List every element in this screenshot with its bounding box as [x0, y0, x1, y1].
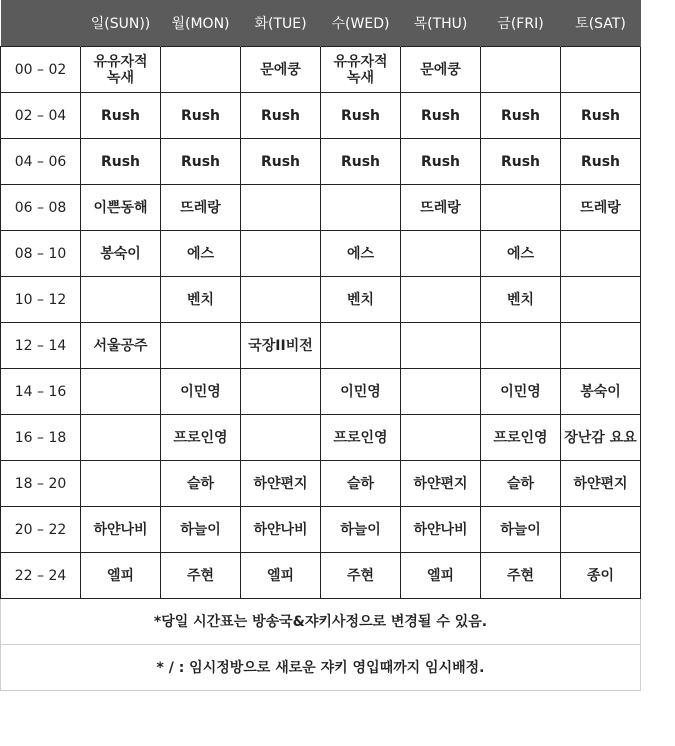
- program-cell: [241, 415, 321, 461]
- program-cell: 봉숙이: [81, 231, 161, 277]
- table-row: [1, 507, 641, 553]
- program-cell: 주현: [481, 553, 561, 599]
- header-day-mon: 월(MON): [161, 0, 241, 47]
- header-row: [1, 0, 641, 47]
- program-cell: 하늘이: [321, 507, 401, 553]
- time-slot-cell: 08 – 10: [1, 231, 81, 277]
- program-cell: [241, 231, 321, 277]
- table-row: [1, 415, 641, 461]
- program-cell: 프로인영: [161, 415, 241, 461]
- program-cell: [241, 369, 321, 415]
- program-cell: 하얀나비: [241, 507, 321, 553]
- note-row: [1, 645, 641, 691]
- program-cell: 이쁜동해: [81, 185, 161, 231]
- time-slot-cell: 14 – 16: [1, 369, 81, 415]
- program-cell: Rush: [561, 139, 641, 185]
- program-cell: Rush: [481, 93, 561, 139]
- program-cell: Rush: [561, 93, 641, 139]
- header-day-tue: 화(TUE): [241, 0, 321, 47]
- program-cell: [481, 323, 561, 369]
- table-row: [1, 369, 641, 415]
- program-cell: [561, 231, 641, 277]
- program-cell: Rush: [81, 93, 161, 139]
- table-row: [1, 231, 641, 277]
- program-cell: 엘피: [81, 553, 161, 599]
- program-cell: 유유자적 녹새: [81, 47, 161, 93]
- program-cell: Rush: [161, 93, 241, 139]
- program-cell: [561, 323, 641, 369]
- program-cell: 에스: [161, 231, 241, 277]
- table-row: [1, 139, 641, 185]
- time-slot-cell: 22 – 24: [1, 553, 81, 599]
- time-slot-cell: 06 – 08: [1, 185, 81, 231]
- program-cell: [481, 47, 561, 93]
- program-cell: 국장II비전: [241, 323, 321, 369]
- program-cell: [401, 231, 481, 277]
- program-cell: [81, 461, 161, 507]
- program-cell: [321, 323, 401, 369]
- program-cell: [161, 47, 241, 93]
- program-cell: 프로인영: [321, 415, 401, 461]
- program-cell: 하늘이: [161, 507, 241, 553]
- program-cell: [401, 277, 481, 323]
- header-day-sun: 일(SUN)): [81, 0, 161, 47]
- table-row: [1, 277, 641, 323]
- program-cell: [401, 415, 481, 461]
- program-cell: [161, 323, 241, 369]
- header-day-sat: 토(SAT): [561, 0, 641, 47]
- time-slot-cell: 10 – 12: [1, 277, 81, 323]
- note-schedule-change: *당일 시간표는 방송국&쟈키사정으로 변경될 수 있음.: [1, 599, 641, 645]
- program-cell: 문에쿵: [241, 47, 321, 93]
- schedule-notes: [1, 599, 641, 691]
- program-cell: 슬하: [321, 461, 401, 507]
- program-cell: 하얀나비: [81, 507, 161, 553]
- table-row: [1, 185, 641, 231]
- program-cell: 뜨레랑: [401, 185, 481, 231]
- program-cell: Rush: [81, 139, 161, 185]
- program-cell: 슬하: [481, 461, 561, 507]
- program-cell: Rush: [401, 93, 481, 139]
- header-day-wed: 수(WED): [321, 0, 401, 47]
- program-cell: 이민영: [321, 369, 401, 415]
- program-cell: 주현: [161, 553, 241, 599]
- time-slot-cell: 00 – 02: [1, 47, 81, 93]
- time-slot-cell: 12 – 14: [1, 323, 81, 369]
- header-corner: [1, 0, 81, 47]
- note-temporary-assignment: * / : 임시정방으로 새로운 쟈키 영입때까지 임시배정.: [1, 645, 641, 691]
- program-cell: 슬하: [161, 461, 241, 507]
- program-cell: [81, 369, 161, 415]
- program-cell: Rush: [481, 139, 561, 185]
- program-cell: Rush: [241, 139, 321, 185]
- program-cell: 하얀편지: [561, 461, 641, 507]
- program-cell: 문에쿵: [401, 47, 481, 93]
- program-cell: 벤치: [481, 277, 561, 323]
- program-cell: 이민영: [161, 369, 241, 415]
- program-cell: 이민영: [481, 369, 561, 415]
- program-cell: [241, 185, 321, 231]
- program-cell: [81, 415, 161, 461]
- time-slot-cell: 02 – 04: [1, 93, 81, 139]
- program-cell: 하늘이: [481, 507, 561, 553]
- program-cell: Rush: [241, 93, 321, 139]
- program-cell: [401, 323, 481, 369]
- program-cell: [561, 507, 641, 553]
- program-cell: 벤치: [161, 277, 241, 323]
- time-slot-cell: 16 – 18: [1, 415, 81, 461]
- table-row: [1, 461, 641, 507]
- program-cell: 종이: [561, 553, 641, 599]
- program-cell: 에스: [481, 231, 561, 277]
- program-cell: 엘피: [401, 553, 481, 599]
- note-row: [1, 599, 641, 645]
- program-cell: [401, 369, 481, 415]
- program-cell: 하얀나비: [401, 507, 481, 553]
- table-row: [1, 553, 641, 599]
- program-cell: 벤치: [321, 277, 401, 323]
- time-slot-cell: 18 – 20: [1, 461, 81, 507]
- program-cell: 하얀편지: [401, 461, 481, 507]
- program-cell: 하얀편지: [241, 461, 321, 507]
- table-row: [1, 93, 641, 139]
- table-row: [1, 47, 641, 93]
- program-cell: Rush: [401, 139, 481, 185]
- program-cell: [561, 277, 641, 323]
- program-cell: [81, 277, 161, 323]
- program-cell: Rush: [321, 93, 401, 139]
- time-slot-cell: 20 – 22: [1, 507, 81, 553]
- schedule-header: [1, 0, 641, 47]
- program-cell: 주현: [321, 553, 401, 599]
- program-cell: 봉숙이: [561, 369, 641, 415]
- program-cell: Rush: [161, 139, 241, 185]
- program-cell: Rush: [321, 139, 401, 185]
- program-cell: [481, 185, 561, 231]
- program-cell: 뜨레랑: [161, 185, 241, 231]
- program-cell: 엘피: [241, 553, 321, 599]
- program-cell: [241, 277, 321, 323]
- program-cell: 장난감 요요: [561, 415, 641, 461]
- program-cell: 프로인영: [481, 415, 561, 461]
- time-slot-cell: 04 – 06: [1, 139, 81, 185]
- schedule-body: [1, 47, 641, 599]
- header-day-thu: 목(THU): [401, 0, 481, 47]
- program-cell: [321, 185, 401, 231]
- program-cell: 뜨레랑: [561, 185, 641, 231]
- header-day-fri: 금(FRI): [481, 0, 561, 47]
- table-row: [1, 323, 641, 369]
- program-cell: 에스: [321, 231, 401, 277]
- program-cell: [561, 47, 641, 93]
- program-cell: 서울공주: [81, 323, 161, 369]
- program-cell: 유유자적 녹새: [321, 47, 401, 93]
